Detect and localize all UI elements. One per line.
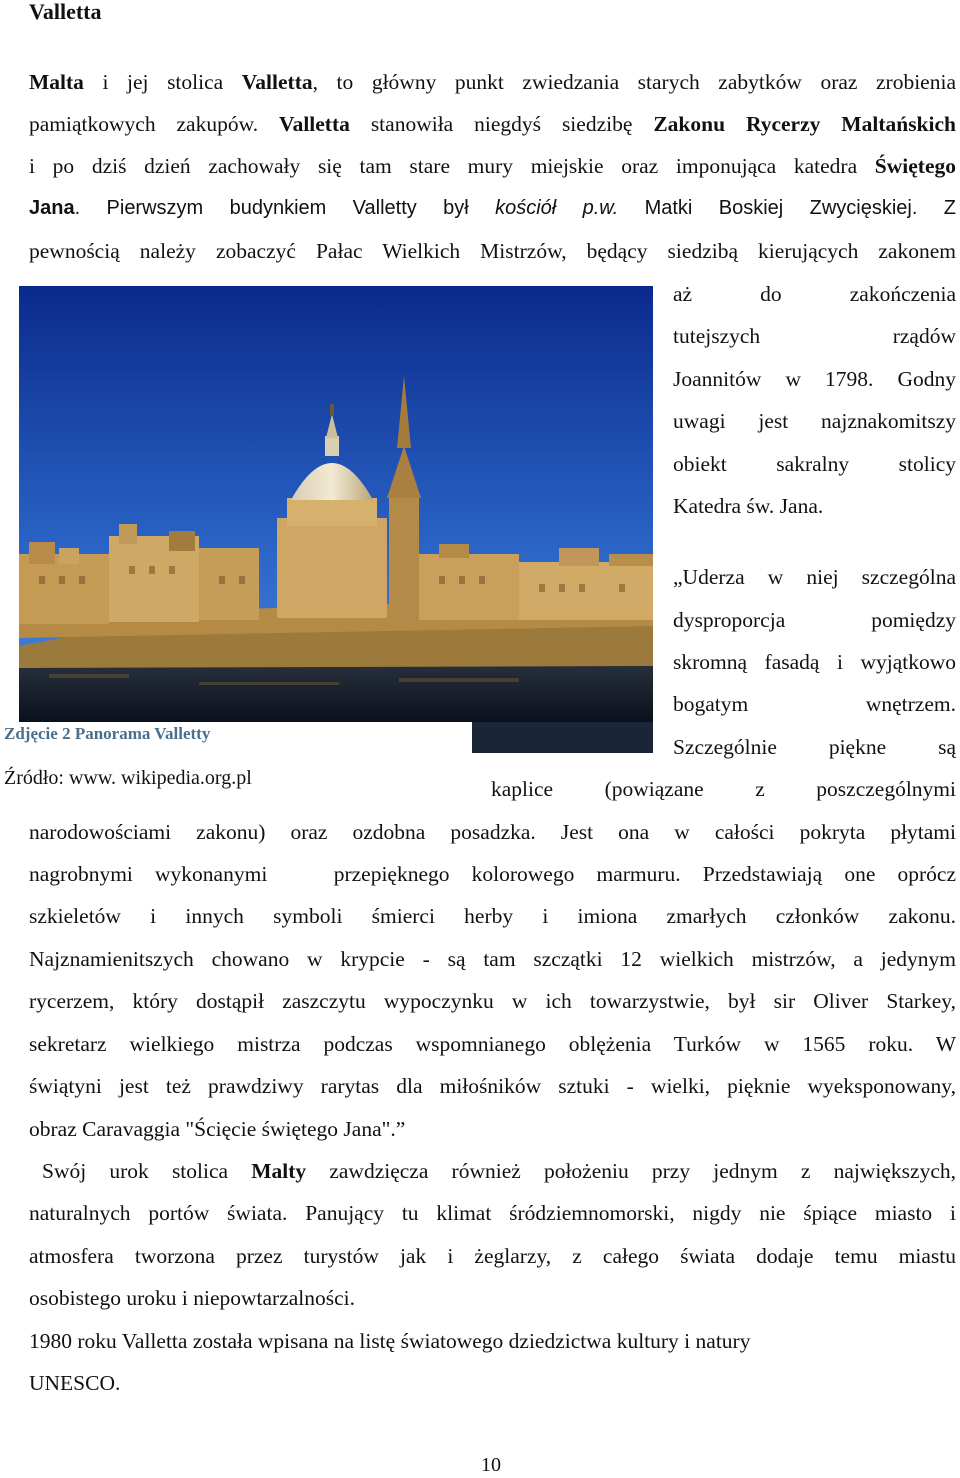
side-line-5: obiekt sakralny stolicy — [673, 452, 956, 476]
side-line-12: kaplice (powiązane z poszczególnymi — [491, 777, 956, 801]
side-line-7: „Uderza w niej szczególna — [673, 565, 956, 589]
side-line-2: tutejszych rządów — [673, 324, 956, 348]
page-title: Valletta — [29, 0, 102, 24]
text: , to główny punkt zwiedzania starych zabytków oraz zrobienia — [312, 70, 956, 94]
side-line-4: uwagi jest najznakomitszy — [673, 409, 956, 433]
text: pamiątkowych zakupów. — [29, 112, 280, 136]
bold-text: Malta — [29, 70, 84, 94]
side-line-1: aż do zakończenia — [673, 282, 956, 306]
paragraph-4-line-1: 1980 roku Valletta została wpisana na listę światowego dziedzictwa kultury i natury — [29, 1329, 751, 1353]
paragraph-4-line-2: UNESCO. — [29, 1371, 121, 1395]
paragraph-1-line-3 — [29, 152, 956, 180]
figure-caption: Zdjęcie 2 Panorama Valletty — [4, 724, 211, 743]
side-line-9: skromną fasadą i wyjątkowo — [673, 650, 956, 674]
side-line-11: Szczególnie piękne są — [673, 735, 956, 759]
text: Swój urok stolica — [42, 1159, 252, 1183]
paragraph-1-line-2 — [29, 110, 956, 138]
paragraph-2-line-7: świątyni jest też prawdziwy rarytas dla miłośników sztuki - wielki, pięknie wyeksponowany, — [29, 1074, 956, 1098]
paragraph-1-line-1 — [29, 68, 956, 96]
side-line-3: Joannitów w 1798. Godny — [673, 367, 956, 391]
valletta-panorama-photo — [19, 286, 653, 722]
paragraph-3-line-3: atmosfera tworzona przez turystów jak i żeglarzy, z całego świata dodaje temu miastu — [29, 1244, 956, 1268]
page-number: 10 — [481, 1454, 501, 1476]
bold-text: Świętego — [874, 154, 956, 178]
paragraph-2-line-3: szkieletów i innych symboli śmierci herby i imiona zmarłych członków zakonu. — [29, 904, 956, 928]
side-line-8: dysproporcja pomiędzy — [673, 608, 956, 632]
paragraph-2-line-1: narodowościami zakonu) oraz ozdobna posadzka. Jest ona w całości pokryta płytami — [29, 820, 956, 844]
bold-text: Zakonu Rycerzy Maltańskich — [653, 112, 956, 136]
text: . Pierwszym budynkiem Valletty był — [74, 197, 496, 219]
paragraph-3-line-4: osobistego uroku i niepowtarzalności. — [29, 1286, 356, 1310]
text: Matki Boskiej Zwycięskiej. Z — [618, 197, 956, 219]
bold-text: Valletta — [279, 112, 350, 136]
italic-text: kościół p.w. — [495, 197, 619, 219]
paragraph-3-line-2: naturalnych portów świata. Panujący tu klimat śródziemnomorski, nigdy nie śpiące miasto i — [29, 1201, 956, 1225]
text: i jej stolica — [83, 70, 242, 94]
paragraph-3-line-1 — [42, 1157, 956, 1185]
paragraph-2-line-6: sekretarz wielkiego mistrza podczas wspomnianego oblężenia Turków w 1565 roku. W — [29, 1032, 956, 1056]
figure-source: Źródło: www. wikipedia.org.pl — [4, 767, 252, 789]
paragraph-2-line-2: nagrobnymi wykonanymi przepięknego kolorowego marmuru. Przedstawiają one oprócz — [29, 862, 956, 886]
bold-text: Jana — [29, 197, 75, 219]
text: stanowiła niegdyś siedzibę — [349, 112, 654, 136]
bold-text: Malty — [251, 1159, 307, 1183]
bold-text: Valletta — [241, 70, 313, 94]
paragraph-2-line-8: obraz Caravaggia "Ścięcie świętego Jana".” — [29, 1117, 406, 1141]
text: i po dziś dzień zachowały się tam stare mury miejskie oraz imponująca katedra — [29, 154, 875, 178]
paragraph-1-line-4 — [29, 194, 956, 222]
paragraph-1-line-5: pewnością należy zobaczyć Pałac Wielkich Mistrzów, będący siedzibą kierujących zakonem — [29, 239, 956, 263]
photo-bottom-strip — [472, 722, 653, 753]
side-line-10: bogatym wnętrzem. — [673, 692, 956, 716]
side-line-6: Katedra św. Jana. — [673, 494, 824, 518]
text: zawdzięcza również położeniu przy jednym z największych, — [306, 1159, 956, 1183]
paragraph-2-line-5: rycerzem, który dostąpił zaszczytu wypoczynku w ich towarzystwie, był sir Oliver Starkey, — [29, 989, 956, 1013]
paragraph-2-line-4: Najznamienitszych chowano w krypcie - są tam szczątki 12 wielkich mistrzów, a jedynym — [29, 947, 956, 971]
